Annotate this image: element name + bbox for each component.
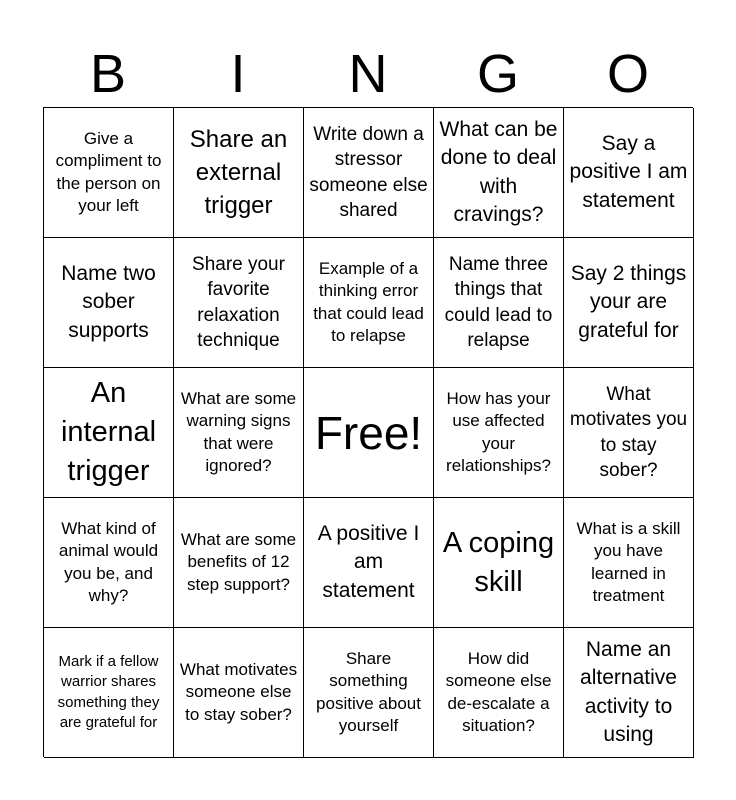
bingo-cell[interactable] [564,628,694,758]
bingo-cell-text: Example of a thinking error that could lead to relapse [313,258,424,345]
bingo-cell-text: What are some warning signs that were ignored? [180,388,297,475]
bingo-cell-text: What kind of animal would you be, and why? [58,518,159,605]
bingo-cell[interactable] [434,368,564,498]
bingo-cell-text: Name three things that could lead to relapse [444,253,553,351]
header-letter-o: O [606,44,649,104]
bingo-cell[interactable] [174,628,304,758]
header-letter-b: B [89,44,127,104]
bingo-cell-text: What motivates you to stay sober? [569,383,688,481]
bingo-cell[interactable] [44,368,174,498]
bingo-cell[interactable] [174,368,304,498]
bingo-cell[interactable] [304,238,434,368]
bingo-cell[interactable] [304,108,434,238]
bingo-cell[interactable] [174,498,304,628]
bingo-cell-text: Give a compliment to the person on your left [55,128,162,215]
bingo-cell[interactable] [564,108,694,238]
bingo-cell-text: What can be done to deal with cravings? [439,117,558,226]
bingo-cell-text: What motivates someone else to stay sober? [179,659,298,724]
bingo-cell[interactable] [434,628,564,758]
bingo-cell[interactable] [44,108,174,238]
bingo-cell[interactable] [304,628,434,758]
bingo-cell[interactable] [434,238,564,368]
bingo-cell[interactable] [174,108,304,238]
bingo-cell-text: Share something positive about yourself [316,648,421,735]
bingo-cell-text: Name an alternative activity to using [580,637,677,746]
bingo-cell-text: How has your use affected your relationships? [446,388,551,475]
bingo-cell[interactable] [304,498,434,628]
bingo-cell[interactable] [44,628,174,758]
header-letter-g: G [476,44,519,104]
free-space-text: Free! [314,406,423,459]
bingo-cell[interactable] [174,238,304,368]
bingo-cell-text: An internal trigger [60,377,157,487]
bingo-cell[interactable] [434,498,564,628]
bingo-cell-text: How did someone else de-escalate a situation? [445,648,552,735]
bingo-cell-text: A coping skill [442,526,555,598]
bingo-cell[interactable] [434,108,564,238]
bingo-cell-text: What is a skill you have learned in treatment [576,518,681,605]
bingo-cell-text: Say a positive I am statement [569,131,688,212]
bingo-cell-text: Name two sober supports [61,261,156,342]
bingo-cell[interactable] [564,238,694,368]
bingo-cell[interactable] [564,368,694,498]
bingo-header [43,40,693,108]
bingo-cell-text: A positive I am statement [317,521,420,602]
header-letter-i: I [230,44,246,104]
bingo-cell-text: What are some benefits of 12 step support? [180,529,297,594]
header-letter-n: N [348,44,388,104]
bingo-cell-text: Say 2 things your are grateful for [570,261,687,342]
bingo-cell[interactable] [44,498,174,628]
bingo-board [43,107,693,757]
bingo-cell[interactable] [564,498,694,628]
bingo-cell-text: Share an external trigger [189,126,288,219]
bingo-cell[interactable] [44,238,174,368]
bingo-cell-text: Write down a stressor someone else shared [309,123,428,221]
bingo-cell-text: Share your favorite relaxation technique [192,253,285,351]
bingo-cell-text: Mark if a fellow warrior shares something they are grateful for [57,652,160,731]
bingo-cell-free[interactable] [304,368,434,498]
